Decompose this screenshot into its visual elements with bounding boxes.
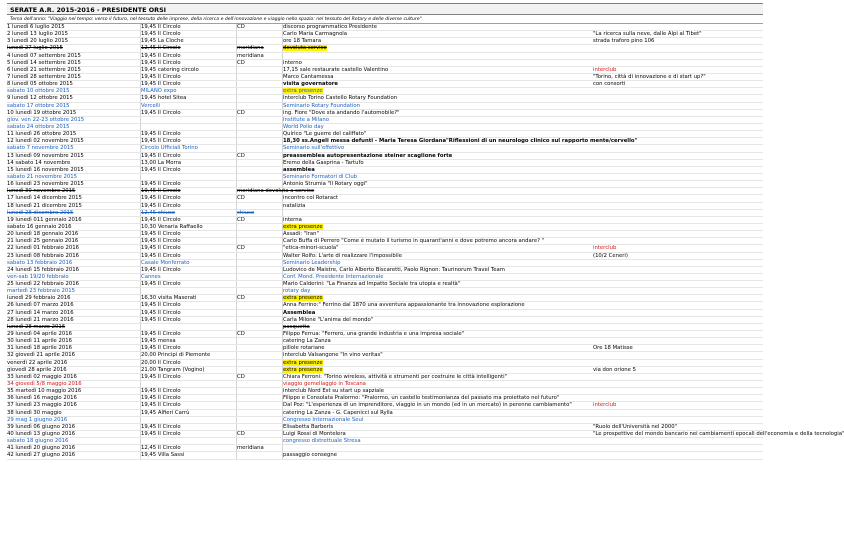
table-row	[7, 153, 763, 160]
time-cell: 19,45 Il Circolo	[141, 423, 181, 430]
time-cell: 19,45 Il Circolo	[141, 388, 181, 395]
date-cell: 22 lunedì 01 febbraio 2016	[7, 245, 79, 252]
time-cell: 19,45 Il Circolo	[141, 266, 181, 273]
description-cell: Assemblea	[283, 309, 316, 316]
description-cell: 17,15 sale restaurate castello Valentino	[283, 66, 389, 73]
time-cell: 19,45 Il Circolo	[141, 395, 181, 402]
date-cell: giovedì 28 aprile 2016	[7, 366, 67, 373]
description-cell: Eremo della Gasprina - Tartufo	[283, 159, 364, 166]
description-cell: extra presenze	[283, 223, 323, 230]
description-cell: Conf. Mond. Presidente Internazionale	[283, 273, 384, 280]
type-cell: CD	[237, 152, 245, 159]
spreadsheet	[7, 3, 844, 460]
date-cell: 42 lunedì 27 giugno 2016	[7, 452, 76, 459]
table-row	[7, 310, 763, 317]
type-cell: meridiana	[237, 445, 264, 452]
time-cell: 19,45 Il Circolo	[141, 152, 181, 159]
table-row	[7, 317, 763, 324]
time-cell: 19,45 Villa Sassi	[141, 452, 185, 459]
schedule-grid	[7, 24, 844, 460]
description-cell: Carlo Maria Carmagnola	[283, 31, 348, 38]
date-cell: 28 lunedì 21 marzo 2016	[7, 316, 74, 323]
table-row	[7, 110, 763, 117]
table-row	[7, 395, 763, 402]
date-cell: 30 lunedì 11 aprile 2016	[7, 338, 72, 345]
date-cell: 27 lunedì 14 marzo 2016	[7, 309, 74, 316]
description-cell: Marco Cantamessa	[283, 73, 334, 80]
table-row	[7, 338, 763, 345]
time-cell: 19,45 Il Circolo	[141, 131, 181, 138]
type-cell: CD	[237, 216, 245, 223]
date-cell: lunedì 29 febbraio 2016	[7, 295, 71, 302]
notes-cell: "Torino, città di innovazione e di start up?"	[593, 73, 706, 80]
table-row	[7, 88, 763, 95]
date-cell: 32 giovedì 21 aprile 2016	[7, 352, 75, 359]
description-cell: rotary day	[283, 288, 311, 295]
date-cell: 2 lunedì 13 luglio 2015	[7, 31, 68, 38]
time-cell: 19,45 Il Circolo	[141, 138, 181, 145]
table-row	[7, 331, 763, 338]
time-cell: 19,45 mensa	[141, 338, 176, 345]
table-row	[7, 53, 763, 60]
table-row	[7, 360, 763, 367]
time-cell: 19,45 Il Circolo	[141, 166, 181, 173]
date-cell: 31 lunedì 18 aprile 2016	[7, 345, 72, 352]
time-cell: 19,45 Il Circolo	[141, 309, 181, 316]
notes-cell: "La ricerca sulla neve, dalle Alpi al Tibet"	[593, 31, 702, 38]
time-cell: 19,45 Il Circolo	[141, 431, 181, 438]
table-row	[7, 117, 763, 124]
table-row	[7, 217, 763, 224]
table-row	[7, 131, 763, 138]
time-cell: 19,45 Il Circolo	[141, 231, 181, 238]
time-cell: 19,45 Il Circolo	[141, 245, 181, 252]
table-row	[7, 38, 763, 45]
time-cell: 19,45 Alfieri Carrù	[141, 409, 190, 416]
time-cell: 19,45 Il Circolo	[141, 188, 181, 195]
table-row	[7, 181, 763, 188]
time-cell: MILANO expo	[141, 88, 177, 95]
date-cell: 8 lunedì 05 ottobre 2015	[7, 81, 73, 88]
date-cell: 6 lunedì 21 settembre 2015	[7, 66, 81, 73]
description-cell: discorso programmatico Presidente	[283, 24, 377, 30]
description-cell: Mario Calderini: "La Finanza ad Impatto Sociale tra utopia e realtà"	[283, 281, 461, 288]
date-cell: lunedì 30 novembre 2015	[7, 188, 76, 195]
notes-cell: con consorti	[593, 81, 626, 88]
time-cell: Vercelli	[141, 102, 161, 109]
table-row	[7, 31, 763, 38]
table-row	[7, 74, 763, 81]
date-cell: lunedì 28 marzo 2016	[7, 323, 66, 330]
table-row	[7, 424, 763, 431]
time-cell: 19,45 Il Circolo	[141, 238, 181, 245]
description-cell: Interclub Torino Castello Rotary Foundation	[283, 95, 398, 102]
type-cell: CD	[237, 59, 245, 66]
date-cell: 16 lunedì 23 novembre 2015	[7, 181, 84, 188]
time-cell: 12,45 Il Circolo	[141, 445, 181, 452]
description-cell: pillole rotariane	[283, 345, 325, 352]
date-cell: 1 lunedì 6 luglio 2015	[7, 24, 65, 30]
description-cell: "etica-minori-scuola"	[283, 245, 339, 252]
time-cell: 19,45 Il Circolo	[141, 195, 181, 202]
time-cell: 19,45 Il Circolo	[141, 373, 181, 380]
notes-cell: interclub	[593, 66, 617, 73]
type-cell: CD	[237, 373, 245, 380]
type-cell: CD	[237, 295, 245, 302]
type-cell: chiuso	[237, 209, 255, 216]
date-cell: 18 lunedì 21 dicembre 2015	[7, 202, 82, 209]
table-row	[7, 238, 763, 245]
description-cell: Assadi: "Iran"	[283, 231, 319, 238]
description-cell: ing. Fiore "Dove sta andando l'automobile?"	[283, 109, 400, 116]
table-row	[7, 138, 763, 145]
date-cell: sabato 16 gennaio 2016	[7, 223, 72, 230]
date-cell: sabato 10 ottobre 2015	[7, 88, 70, 95]
description-cell: Carlo Buffa di Perrero "Come è mutato il turismo in quarant'anni e dove potremo ancora andare? "	[283, 238, 545, 245]
table-row	[7, 245, 763, 252]
description-cell: catering La Zanza - G. Capenicci sul Rylla	[283, 409, 393, 416]
date-cell: sabato 13 febbraio 2016	[7, 259, 73, 266]
date-cell: 12 lunedì 02 novembre 2015	[7, 138, 84, 145]
type-cell: meridiana devoluta a service	[237, 188, 315, 195]
table-row	[7, 431, 844, 438]
date-cell: 29 mag 1 giugno 2016	[7, 416, 68, 423]
date-cell: 17 lunedì 14 dicembre 2015	[7, 195, 82, 202]
date-cell: 7 lunedì 28 settembre 2015	[7, 73, 81, 80]
time-cell: 10,30 Venaria Raffaello	[141, 223, 203, 230]
date-cell: 26 lunedì 07 marzo 2016	[7, 302, 74, 309]
description-cell: visita governatore	[283, 81, 338, 88]
date-cell: 5 lunedì 14 settembre 2015	[7, 59, 81, 66]
description-cell: devoluta service	[283, 45, 327, 52]
time-cell: 19,45 Il Circolo	[141, 109, 181, 116]
table-row	[7, 81, 763, 88]
table-row	[7, 167, 763, 174]
date-cell: 41 lunedì 20 giugno 2016	[7, 445, 76, 452]
date-cell: 20 lunedì 18 gennaio 2016	[7, 231, 79, 238]
table-row	[7, 345, 763, 352]
table-row	[7, 281, 763, 288]
type-cell: CD	[237, 431, 245, 438]
notes-cell: "Le prospettive del mondo bancario nei cambiamenti epocali dell'economia e della tecnologia"	[593, 431, 844, 438]
description-cell: Seminario sull'effettivo	[283, 145, 345, 152]
notes-cell: (10/2 Ceneri)	[593, 252, 628, 259]
date-cell: 14 sabato 14 novembre	[7, 159, 71, 166]
table-row	[7, 438, 763, 445]
table-row	[7, 210, 763, 217]
table-row	[7, 224, 763, 231]
description-cell: Institute a Milano	[283, 116, 329, 123]
date-cell: 36 lunedì 16 maggio 2016	[7, 395, 77, 402]
time-cell: 19,45 Il Circolo	[141, 331, 181, 338]
date-cell: 39 lunedì 06 giugno 2016	[7, 423, 76, 430]
notes-cell: strada traforo pino 106	[593, 38, 655, 45]
time-cell: Cannes	[141, 273, 161, 280]
type-cell: CD	[237, 245, 245, 252]
time-cell: 19,45 Il Circolo	[141, 52, 181, 59]
table-row	[7, 67, 763, 74]
table-row	[7, 260, 763, 267]
time-cell: 13,00 La Morra	[141, 159, 182, 166]
description-cell: catering La Zanza	[283, 338, 331, 345]
table-row	[7, 288, 763, 295]
date-cell: venerdì 22 aprile 2016	[7, 359, 68, 366]
table-row	[7, 160, 763, 167]
table-row	[7, 352, 763, 359]
date-cell: 33 lunedì 02 maggio 2016	[7, 373, 77, 380]
time-cell: 19,45 catering circolo	[141, 66, 199, 73]
date-cell: 25 lunedì 22 febbraio 2016	[7, 281, 79, 288]
date-cell: sabato 7 novembre 2015	[7, 145, 74, 152]
date-cell: 11 lunedì 26 ottobre 2015	[7, 131, 77, 138]
time-cell: 20,00 Il Circolo	[141, 359, 181, 366]
table-row	[7, 388, 763, 395]
description-cell: interclub Nord Est su start up sapziale	[283, 388, 385, 395]
notes-cell: via don orione 5	[593, 366, 636, 373]
description-cell: interna	[283, 216, 302, 223]
table-row	[7, 145, 763, 152]
description-cell: viaggio gemellaggio in Toscana	[283, 381, 366, 388]
table-row	[7, 452, 763, 459]
table-row	[7, 45, 763, 52]
date-cell: 10 lunedì 19 ottobre 2015	[7, 109, 77, 116]
sheet-title: SERATE A.R. 2015-2016 - PRESIDENTE ORSI	[7, 3, 763, 15]
description-cell: Congresso Internazionale Seul	[283, 416, 364, 423]
time-cell: 20,00 Principi di Piemonte	[141, 352, 211, 359]
type-cell: meridiana	[237, 45, 264, 52]
notes-cell: Ore 18 Matisse	[593, 345, 633, 352]
description-cell: Chiara Ferroni: "Torino wireless, attività e strumenti per costruire le città intelligenti"	[283, 373, 507, 380]
description-cell: natalizia	[283, 202, 306, 209]
table-row	[7, 381, 763, 388]
table-row	[7, 367, 763, 374]
table-row	[7, 203, 763, 210]
description-cell: Filippo e Consolata Pralormo: "Pralormo, un castello testimonianza del passato ma proiettato nel futuro"	[283, 395, 560, 402]
description-cell: 18,30 ss.Angeli messa defunti - Maria Teresa Giordana"Riflessioni di un neurologo clinico sul rapporto mente/cervello"	[283, 138, 638, 145]
description-cell: Seminario Leadership	[283, 259, 341, 266]
table-row	[7, 302, 763, 309]
description-cell: preassemblea autopresentazione steiner scaglione forte	[283, 152, 453, 159]
time-cell: Casale Monferrato	[141, 259, 190, 266]
date-cell: sabato 17 ottobre 2015	[7, 102, 70, 109]
description-cell: Walter Rolfo: L'arte di realizzare l'impossibile	[283, 252, 402, 259]
table-row	[7, 188, 763, 195]
description-cell: Antonio Strumia "Il Rotary oggi"	[283, 181, 368, 188]
table-row	[7, 95, 763, 102]
description-cell: ore 18 Tamara	[283, 38, 322, 45]
date-cell: sabato 18 giugno 2016	[7, 438, 69, 445]
description-cell: congresso distrettuale Stresa	[283, 438, 361, 445]
description-cell: interclub Valsangone "In vino veritas"	[283, 352, 383, 359]
notes-cell: interclub	[593, 402, 617, 409]
table-row	[7, 174, 763, 181]
time-cell: 19,45 Il Circolo	[141, 202, 181, 209]
table-row	[7, 195, 763, 202]
table-row	[7, 267, 763, 274]
description-cell: Luigi Rossi di Montelera	[283, 431, 346, 438]
time-cell: 19,45 Il Circolo	[141, 316, 181, 323]
time-cell: 21,00 Tangram (Vogino)	[141, 366, 205, 373]
date-cell: 23 lunedì 08 febbraio 2016	[7, 252, 79, 259]
date-cell: sabato 24 ottobre 2015	[7, 123, 70, 130]
date-cell: lunedì 28 dicembre 2015	[7, 209, 74, 216]
date-cell: lunedì 27 luglio 2015	[7, 45, 63, 52]
description-cell: Carla Milone "L'anima del mondo"	[283, 316, 374, 323]
notes-cell: interclub	[593, 245, 617, 252]
description-cell: Seminario Rotary Foundation	[283, 102, 360, 109]
table-row	[7, 445, 763, 452]
time-cell: 19,45 Il Circolo	[141, 402, 181, 409]
description-cell: passaggio consegne	[283, 452, 338, 459]
description-cell: interno	[283, 59, 302, 66]
table-row	[7, 24, 763, 31]
date-cell: 9 lunedì 12 ottobre 2015	[7, 95, 73, 102]
date-cell: 37 lunedì 23 maggio 2016	[7, 402, 77, 409]
description-cell: extra presenze	[283, 366, 323, 373]
table-row	[7, 60, 763, 67]
type-cell: CD	[237, 195, 245, 202]
type-cell: meridiana	[237, 52, 264, 59]
time-cell: 19,45 Il Circolo	[141, 181, 181, 188]
description-cell: Ludovico de Maistre, Carlo Alberto Biscaretti, Paolo Rignon: Taurinorum Travel Team	[283, 266, 505, 273]
table-row	[7, 253, 763, 260]
date-cell: 38 lunedì 30 maggio	[7, 409, 62, 416]
sheet-theme: Tema dell'anno: "Viaggio nel tempo: verso il futuro, nel tessuto delle imprese, della ricerca e dell'innovazione e viaggio nello spazio: nel tessuto del Rotary e delle diverse culture"	[7, 15, 763, 24]
description-cell: World Polio day	[283, 123, 324, 130]
time-cell: 19,45 Il Circolo	[141, 216, 181, 223]
time-cell: 19,45 Il Circolo	[141, 81, 181, 88]
description-cell: pasquetta	[283, 323, 310, 330]
notes-cell: "Ruolo dell'Università nel 2000"	[593, 423, 678, 430]
date-cell: 13 lunedì 09 novembre 2015	[7, 152, 84, 159]
date-cell: 24 lunedì 15 febbraio 2016	[7, 266, 79, 273]
description-cell: Anna Ferrino:" Ferrino dal 1870 una avventura appassionante tra innovazione esplorazione	[283, 302, 525, 309]
type-cell: CD	[237, 331, 245, 338]
table-row	[7, 410, 763, 417]
description-cell: assemblea	[283, 166, 315, 173]
time-cell: 16,30 visita Maserati	[141, 295, 197, 302]
description-cell: Seminario Formatori di Club	[283, 173, 358, 180]
time-cell: 19,45 Il Circolo	[141, 252, 181, 259]
description-cell: extra presenze	[283, 295, 323, 302]
time-cell: 19,45 Il Circolo	[141, 31, 181, 38]
time-cell: 12,45 Il Circolo	[141, 45, 181, 52]
description-cell: extra presenze	[283, 359, 323, 366]
table-row	[7, 324, 763, 331]
description-cell: Quirico "Le guerre del califfato"	[283, 131, 367, 138]
description-cell: Dal Poz: "L'esperienza di un imprenditore, viaggio in un mondo (ed in un mercato) in perenne cambiamento"	[283, 402, 572, 409]
time-cell: 19,45 Il Circolo	[141, 24, 181, 30]
description-cell: incontro col Rotaract	[283, 195, 339, 202]
table-row	[7, 274, 763, 281]
table-row	[7, 295, 763, 302]
description-cell: Elisabetta Barberis	[283, 423, 334, 430]
date-cell: martedì 23 febbraio 2015	[7, 288, 76, 295]
type-cell: CD	[237, 109, 245, 116]
date-cell: 21 lunedì 25 gennaio 2016	[7, 238, 79, 245]
table-row	[7, 402, 763, 409]
time-cell: 19,45 La Cloche	[141, 38, 184, 45]
date-cell: giov. ven 22-23 ottobre 2015	[7, 116, 85, 123]
time-cell: 19,45 Il Circolo	[141, 73, 181, 80]
date-cell: 34 giovedì 5/8 maggio 2016	[7, 381, 82, 388]
table-row	[7, 103, 763, 110]
date-cell: 19 lunedì 011 gennaio 2016	[7, 216, 82, 223]
date-cell: 35 martedì 10 maggio 2016	[7, 388, 82, 395]
description-cell: extra presenze	[283, 88, 323, 95]
time-cell: 12,45 chiuso	[141, 209, 175, 216]
time-cell: 19,45 Il Circolo	[141, 302, 181, 309]
date-cell: 15 lunedì 16 novembre 2015	[7, 166, 84, 173]
table-row	[7, 374, 763, 381]
time-cell: 19,45 Il Circolo	[141, 345, 181, 352]
date-cell: 29 lunedì 04 aprile 2016	[7, 331, 72, 338]
date-cell: 3 lunedì 20 luglio 2015	[7, 38, 68, 45]
table-row	[7, 124, 763, 131]
date-cell: 4 lunedì 07 settembre 2015	[7, 52, 81, 59]
time-cell: 19,45 Il Circolo	[141, 281, 181, 288]
time-cell: Circolo Ufficiali Torino	[141, 145, 198, 152]
date-cell: sabato 21 novembre 2015	[7, 173, 78, 180]
time-cell: 19,45 hotel Sitea	[141, 95, 187, 102]
date-cell: 40 lunedì 13 giugno 2016	[7, 431, 76, 438]
description-cell: Filippo Ferrua: "Ferrero, una grande industria e una impresa sociale"	[283, 331, 465, 338]
type-cell: CD	[237, 24, 245, 30]
table-row	[7, 417, 763, 424]
date-cell: ven-sab 19/20 febbraio	[7, 273, 69, 280]
time-cell: 19,45 Il Circolo	[141, 59, 181, 66]
